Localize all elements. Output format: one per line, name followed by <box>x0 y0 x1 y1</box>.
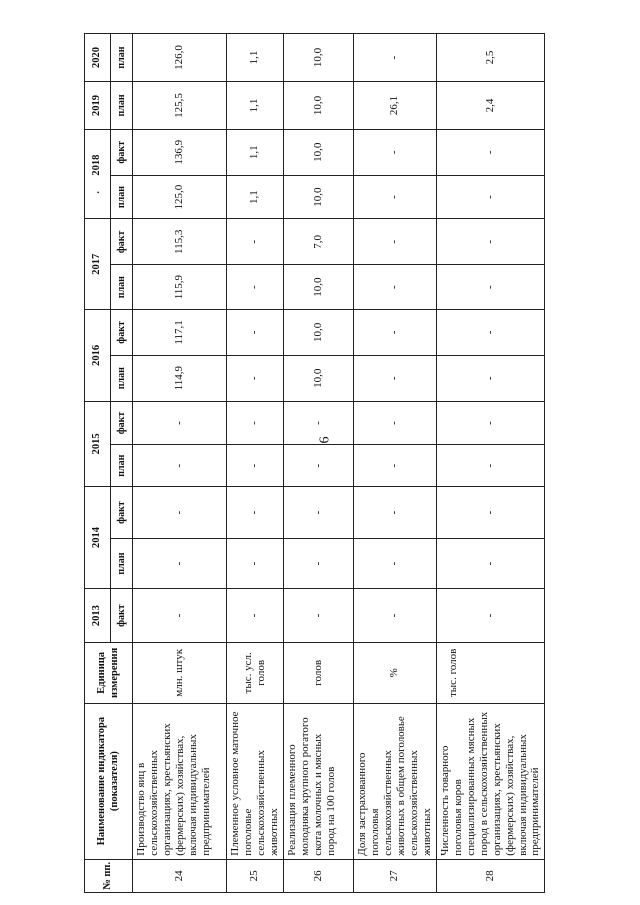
row-name: Производство яиц в сельскохозяйственных организациях, крестьянских (фермерских) хозяйствах, включая индивидуальных предпринимателей <box>133 703 227 859</box>
cell-2017-fact: - <box>436 219 545 265</box>
cell-2018-plan: 125,0 <box>133 175 227 219</box>
cell-2017-plan: - <box>436 265 545 310</box>
table-row <box>353 34 436 893</box>
header-2018-plan: план <box>111 175 133 219</box>
header-unit: Единица измерения <box>85 643 133 703</box>
cell-2017-fact: - <box>227 219 284 265</box>
cell-2018-fact: - <box>436 129 545 175</box>
cell-2014-plan: - <box>436 539 545 589</box>
cell-2018-fact: 136,9 <box>133 129 227 175</box>
header-2015-fact: факт <box>111 401 133 445</box>
header-year-2014: 2014 <box>85 486 111 588</box>
cell-2013-fact: - <box>227 589 284 643</box>
cell-2016-fact: 117,1 <box>133 310 227 356</box>
cell-2014-fact: - <box>283 486 353 538</box>
cell-2019-plan: 1,1 <box>227 82 284 130</box>
cell-2015-fact: - <box>133 401 227 445</box>
cell-2015-plan: - <box>227 445 284 487</box>
row-num: 25 <box>227 859 284 892</box>
cell-2016-plan: - <box>436 355 545 401</box>
cell-2020-plan: - <box>353 34 436 82</box>
cell-2014-plan: - <box>227 539 284 589</box>
header-2017-plan: план <box>111 265 133 310</box>
row-unit: % <box>353 643 436 703</box>
header-2013-fact: факт <box>111 589 133 643</box>
row-num: 28 <box>436 859 545 892</box>
cell-2020-plan: 126,0 <box>133 34 227 82</box>
page-number: 6 <box>317 436 333 444</box>
header-year-2019: 2019 <box>85 82 111 130</box>
cell-2019-plan: 10,0 <box>283 82 353 130</box>
row-unit: тыс. голов <box>436 643 545 703</box>
cell-2017-plan: 10,0 <box>283 265 353 310</box>
cell-2016-plan: 114,9 <box>133 355 227 401</box>
cell-2013-fact: - <box>283 589 353 643</box>
cell-2015-plan: - <box>353 445 436 487</box>
table-row <box>227 34 284 893</box>
row-unit: тыс. усл. голов <box>227 643 284 703</box>
cell-2014-plan: - <box>353 539 436 589</box>
header-num: № пп. <box>85 859 133 892</box>
row-name: Доля застрахованного поголовья сельскохозяйственных животных в общем поголовье сельскохозяйственных животных <box>353 703 436 859</box>
cell-2020-plan: 10,0 <box>283 34 353 82</box>
indicators-table <box>84 33 545 893</box>
header-year-2016: 2016 <box>85 310 111 402</box>
cell-2014-fact: - <box>227 486 284 538</box>
cell-2014-fact: - <box>353 486 436 538</box>
cell-2016-plan: 10,0 <box>283 355 353 401</box>
header-2015-plan: план <box>111 445 133 487</box>
header-year-2017: 2017 <box>85 219 111 310</box>
cell-2016-fact: - <box>353 310 436 356</box>
header-year-2020: 2020 <box>85 34 111 82</box>
header-2017-fact: факт <box>111 219 133 265</box>
header-2019-plan: план <box>111 82 133 130</box>
table-row <box>436 34 545 893</box>
cell-2014-plan: - <box>133 539 227 589</box>
cell-2015-fact: - <box>283 401 353 445</box>
row-name: Численность товарного поголовья коров специализированных мясных пород в сельскохозяйственных организациях, крестьянских (фермерских) хозяйствах, включая индивидуальных предпринимателей <box>436 703 545 859</box>
row-name: Племенное условное маточное поголовье сельскохозяйственных животных <box>227 703 284 859</box>
header-2014-fact: факт <box>111 486 133 538</box>
cell-2019-plan: 125,5 <box>133 82 227 130</box>
header-year-2013: 2013 <box>85 589 111 643</box>
header-year-2015: 2015 <box>85 401 111 486</box>
cell-2018-plan: 10,0 <box>283 175 353 219</box>
row-num: 26 <box>283 859 353 892</box>
row-name: Реализация племенного молодняка крупного рогатого скота молочных и мясных пород на 100 голов <box>283 703 353 859</box>
cell-2016-fact: 10,0 <box>283 310 353 356</box>
cell-2017-fact: 115,3 <box>133 219 227 265</box>
cell-2014-fact: - <box>436 486 545 538</box>
cell-2017-fact: - <box>353 219 436 265</box>
cell-2018-fact: 1,1 <box>227 129 284 175</box>
header-2018-fact: факт <box>111 129 133 175</box>
cell-2016-plan: - <box>227 355 284 401</box>
row-num: 24 <box>133 859 227 892</box>
rotated-table-wrapper <box>84 33 542 893</box>
cell-2014-plan: - <box>283 539 353 589</box>
row-unit: млн. штук <box>133 643 227 703</box>
header-name: Наименование индикатора (показателя) <box>85 703 133 859</box>
cell-2018-fact: - <box>353 129 436 175</box>
cell-2018-fact: 10,0 <box>283 129 353 175</box>
table-row <box>133 34 227 893</box>
header-2016-fact: факт <box>111 310 133 356</box>
cell-2015-fact: - <box>227 401 284 445</box>
header-year-2018-label: 2018 <box>91 154 103 176</box>
cell-2018-plan: 1,1 <box>227 175 284 219</box>
cell-2020-plan: 2,5 <box>436 34 545 82</box>
cell-2013-fact: - <box>353 589 436 643</box>
cell-2016-fact: - <box>436 310 545 356</box>
cell-2019-plan: 2,4 <box>436 82 545 130</box>
cell-2013-fact: - <box>133 589 227 643</box>
cell-2020-plan: 1,1 <box>227 34 284 82</box>
cell-2019-plan: 26,1 <box>353 82 436 130</box>
cell-2017-plan: - <box>353 265 436 310</box>
cell-2018-plan: - <box>436 175 545 219</box>
header-2020-plan: план <box>111 34 133 82</box>
cell-2015-plan: - <box>133 445 227 487</box>
cell-2017-fact: 7,0 <box>283 219 353 265</box>
cell-2014-fact: - <box>133 486 227 538</box>
header-2014-plan: план <box>111 539 133 589</box>
cell-2013-fact: - <box>436 589 545 643</box>
header-2016-plan: план <box>111 355 133 401</box>
row-num: 27 <box>353 859 436 892</box>
cell-2015-fact: - <box>436 401 545 445</box>
cell-2015-plan: - <box>283 445 353 487</box>
header-year-2018 <box>85 129 111 219</box>
cell-2015-plan: - <box>436 445 545 487</box>
header-2018-dot: . <box>91 191 103 194</box>
cell-2016-fact: - <box>227 310 284 356</box>
cell-2016-plan: - <box>353 355 436 401</box>
cell-2017-plan: - <box>227 265 284 310</box>
table-row <box>283 34 353 893</box>
cell-2018-plan: - <box>353 175 436 219</box>
row-unit: голов <box>283 643 353 703</box>
cell-2017-plan: 115,9 <box>133 265 227 310</box>
cell-2015-fact: - <box>353 401 436 445</box>
